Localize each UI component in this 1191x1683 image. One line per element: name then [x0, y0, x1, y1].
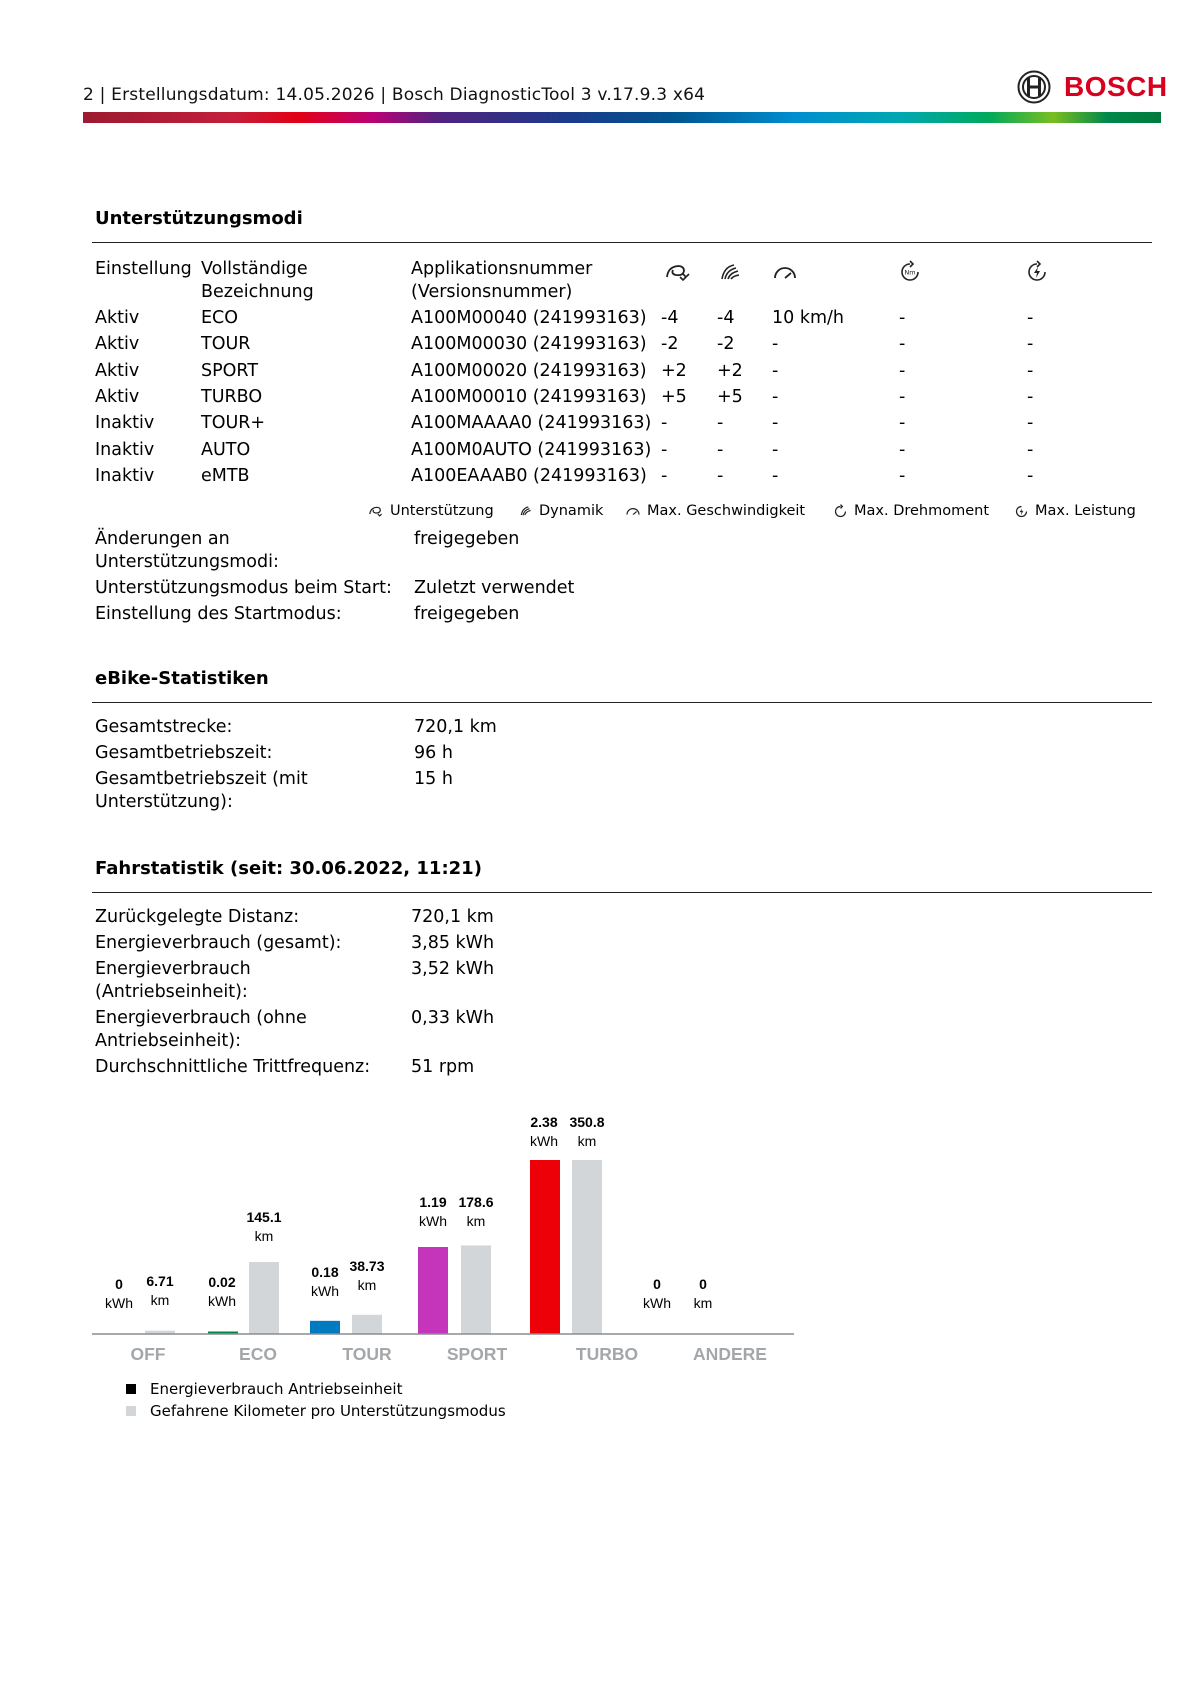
category-label-andere: ANDERE — [693, 1344, 767, 1364]
mode-dynamics: +5 — [717, 386, 743, 407]
km-value-label-eco: 145.1 — [246, 1209, 282, 1225]
energy-total-value: 3,85 kWh — [411, 933, 495, 953]
mode-max-torque: - — [899, 413, 906, 434]
km-value-label-tour: 38.73 — [349, 1258, 385, 1274]
legend-support-label: Unterstützung — [390, 503, 494, 519]
legend-max-torque — [833, 503, 989, 519]
mode-name: TURBO — [201, 386, 263, 407]
mode-max-torque: - — [899, 334, 906, 355]
mode-name: ECO — [201, 308, 239, 328]
legend-max-power-label: Max. Leistung — [1035, 503, 1136, 519]
energy-bar-turbo — [530, 1160, 560, 1334]
dynamics-icon — [718, 261, 742, 283]
mode-setting: Aktiv — [95, 386, 140, 407]
mode-setting: Aktiv — [95, 360, 140, 381]
mode-max-torque: - — [899, 386, 906, 407]
km-value-label-sport: 178.6 — [458, 1194, 494, 1210]
km-bar-tour — [352, 1315, 382, 1334]
energy-total-label: Energieverbrauch (gesamt): — [95, 933, 342, 953]
section-title-ride: Fahrstatistik (seit: 30.06.2022, 11:21) — [95, 858, 482, 879]
changes-label-2: Unterstützungsmodi: — [95, 552, 279, 572]
assist-time-label-2: Unterstützung): — [95, 792, 233, 812]
legend-swatch-energy — [126, 1384, 136, 1394]
km-bar-sport — [461, 1245, 491, 1334]
section-divider — [92, 702, 1152, 703]
energy-value-label-andere: 0 — [653, 1276, 661, 1292]
total-distance-label: Gesamtstrecke: — [95, 717, 233, 737]
max-power-icon — [1025, 260, 1049, 284]
energy-unit-label-sport: kWh — [419, 1213, 447, 1229]
section-title-modes: Unterstützungsmodi — [95, 208, 303, 229]
energy-unit-label-eco: kWh — [208, 1293, 236, 1309]
mode-app-number: A100M00020 (241993163) — [411, 360, 647, 381]
assist-time-value: 15 h — [414, 769, 453, 789]
energy-value-label-eco: 0.02 — [208, 1274, 236, 1290]
start-setting-label: Einstellung des Startmodus: — [95, 604, 342, 624]
km-unit-label-eco: km — [254, 1228, 274, 1244]
total-time-value: 96 h — [414, 743, 453, 763]
km-unit-label-andere: km — [693, 1295, 713, 1311]
changes-label: Änderungen an — [95, 529, 230, 549]
bosch-armature-icon — [1017, 70, 1051, 104]
start-mode-label: Unterstützungsmodus beim Start: — [95, 578, 392, 598]
energy-unit-label-tour: kWh — [311, 1283, 339, 1299]
mode-max-power: - — [1027, 386, 1034, 407]
chart-legend-km — [126, 1402, 506, 1420]
mode-support: -4 — [661, 308, 679, 328]
mode-max-torque: - — [899, 439, 906, 460]
svg-text:Nm: Nm — [904, 268, 916, 277]
mode-dynamics: +2 — [717, 360, 743, 381]
mode-max-torque: - — [899, 465, 906, 486]
category-label-eco: ECO — [239, 1344, 277, 1364]
mode-max-speed: - — [772, 360, 779, 381]
mode-dynamics: - — [717, 413, 724, 434]
mode-name: TOUR+ — [201, 413, 266, 434]
legend-label-km: Gefahrene Kilometer pro Unterstützungsmodus — [150, 1402, 506, 1420]
mode-app-number: A100MAAAA0 (241993163) — [411, 413, 652, 434]
mode-max-speed: - — [772, 465, 779, 486]
km-value-label-andere: 0 — [699, 1276, 707, 1292]
distance-label: Zurückgelegte Distanz: — [95, 907, 300, 927]
mode-dynamics: - — [717, 439, 724, 460]
mode-setting: Aktiv — [95, 308, 140, 328]
cadence-label: Durchschnittliche Trittfrequenz: — [95, 1057, 371, 1077]
category-label-turbo: TURBO — [575, 1344, 639, 1364]
mode-usage-bar-chart — [88, 1085, 808, 1420]
mode-name: eMTB — [201, 465, 250, 486]
mode-app-number: A100M00030 (241993163) — [411, 334, 647, 355]
energy-unit-label-off: kWh — [105, 1295, 133, 1311]
mode-dynamics: -4 — [717, 308, 735, 328]
max-speed-icon — [772, 262, 798, 282]
mode-app-number: A100M0AUTO (241993163) — [411, 439, 652, 460]
energy-other-value: 0,33 kWh — [411, 1008, 495, 1028]
max-torque-icon — [833, 504, 848, 519]
legend-support — [368, 503, 494, 519]
category-label-tour: TOUR — [342, 1344, 392, 1364]
header-color-stripe — [83, 112, 1161, 123]
mode-support: - — [661, 413, 668, 434]
mode-support: - — [661, 465, 668, 486]
mode-max-power: - — [1027, 360, 1034, 381]
mode-max-power: - — [1027, 413, 1034, 434]
mode-setting: Inaktiv — [95, 439, 155, 460]
max-power-icon — [1014, 504, 1029, 519]
mode-name: TOUR — [201, 334, 251, 355]
km-bar-turbo — [572, 1160, 602, 1334]
energy-other-label: Energieverbrauch (ohne — [95, 1008, 307, 1028]
section-title-stats: eBike-Statistiken — [95, 668, 269, 689]
mode-support: +5 — [661, 386, 687, 407]
start-setting-value: freigegeben — [414, 604, 520, 624]
mode-setting: Inaktiv — [95, 413, 155, 434]
category-label-off: OFF — [130, 1344, 166, 1364]
mode-name: SPORT — [201, 360, 259, 381]
category-label-sport: SPORT — [446, 1344, 508, 1364]
total-distance-value: 720,1 km — [414, 717, 497, 737]
mode-max-torque: - — [899, 308, 906, 328]
max-torque-icon — [898, 260, 922, 284]
assist-time-label: Gesamtbetriebszeit (mit — [95, 769, 308, 789]
legend-max-torque-label: Max. Drehmoment — [854, 503, 990, 519]
mode-dynamics: - — [717, 465, 724, 486]
cadence-value: 51 rpm — [411, 1057, 475, 1077]
km-unit-label-sport: km — [466, 1213, 486, 1229]
mode-support: +2 — [661, 360, 687, 381]
mode-max-speed: 10 km/h — [772, 308, 844, 328]
energy-drive-label: Energieverbrauch — [95, 959, 251, 979]
energy-unit-label-andere: kWh — [643, 1295, 671, 1311]
total-time-label: Gesamtbetriebszeit: — [95, 743, 273, 763]
mode-max-speed: - — [772, 439, 779, 460]
energy-other-label-2: Antriebseinheit): — [95, 1031, 241, 1051]
legend-max-speed-label: Max. Geschwindigkeit — [647, 503, 806, 519]
energy-value-label-off: 0 — [115, 1276, 123, 1292]
energy-value-label-turbo: 2.38 — [530, 1114, 558, 1130]
mode-max-power: - — [1027, 465, 1034, 486]
energy-bar-tour — [310, 1321, 340, 1334]
km-value-label-turbo: 350.8 — [569, 1114, 605, 1130]
col-header-fullname: Vollständige — [201, 259, 308, 279]
mode-support: - — [661, 439, 668, 460]
section-divider — [92, 892, 1152, 893]
km-unit-label-off: km — [150, 1292, 170, 1308]
energy-value-label-tour: 0.18 — [311, 1264, 339, 1280]
section-divider — [92, 242, 1152, 243]
legend-max-power — [1014, 503, 1136, 519]
col-header-fullname-2: Bezeichnung — [201, 282, 314, 302]
mode-app-number: A100M00040 (241993163) — [411, 308, 647, 328]
mode-max-torque: - — [899, 360, 906, 381]
mode-max-speed: - — [772, 386, 779, 407]
document-header: 2 | Erstellungsdatum: 14.05.2026 | Bosch DiagnosticTool 3 v.17.9.3 x64 — [83, 85, 706, 105]
brand-wordmark: BOSCH — [1064, 71, 1168, 102]
mode-dynamics: -2 — [717, 334, 735, 355]
mode-max-power: - — [1027, 334, 1034, 355]
legend-label-energy: Energieverbrauch Antriebseinheit — [150, 1380, 403, 1398]
mode-max-power: - — [1027, 439, 1034, 460]
energy-drive-label-2: (Antriebseinheit): — [95, 982, 248, 1002]
mode-max-speed: - — [772, 413, 779, 434]
energy-drive-value: 3,52 kWh — [411, 959, 495, 979]
legend-dynamics-label: Dynamik — [539, 503, 604, 519]
changes-value: freigegeben — [414, 529, 520, 549]
dynamics-icon — [519, 504, 533, 518]
energy-bar-sport — [418, 1247, 448, 1334]
legend-max-speed — [625, 503, 805, 519]
col-header-app-2: (Versionsnummer) — [411, 282, 573, 302]
mode-setting: Inaktiv — [95, 465, 155, 486]
mode-max-power: - — [1027, 308, 1034, 328]
support-icon — [664, 261, 690, 283]
km-unit-label-tour: km — [357, 1277, 377, 1293]
legend-swatch-km — [126, 1406, 136, 1416]
mode-app-number: A100EAAAB0 (241993163) — [411, 465, 647, 486]
energy-value-label-sport: 1.19 — [419, 1194, 447, 1210]
col-header-setting: Einstellung — [95, 259, 192, 279]
mode-max-speed: - — [772, 334, 779, 355]
support-icon — [368, 504, 384, 518]
mode-support: -2 — [661, 334, 679, 355]
mode-setting: Aktiv — [95, 334, 140, 355]
mode-app-number: A100M00010 (241993163) — [411, 386, 647, 407]
chart-legend-energy — [126, 1380, 402, 1398]
start-mode-value: Zuletzt verwendet — [414, 578, 575, 598]
distance-value: 720,1 km — [411, 907, 494, 927]
km-unit-label-turbo: km — [577, 1133, 597, 1149]
km-value-label-off: 6.71 — [146, 1273, 174, 1289]
km-bar-eco — [249, 1262, 279, 1334]
col-header-app: Applikationsnummer — [411, 259, 593, 279]
bosch-logo — [1017, 70, 1168, 104]
energy-unit-label-turbo: kWh — [530, 1133, 558, 1149]
max-speed-icon — [625, 505, 641, 517]
mode-name: AUTO — [201, 439, 251, 460]
legend-dynamics — [519, 503, 603, 519]
